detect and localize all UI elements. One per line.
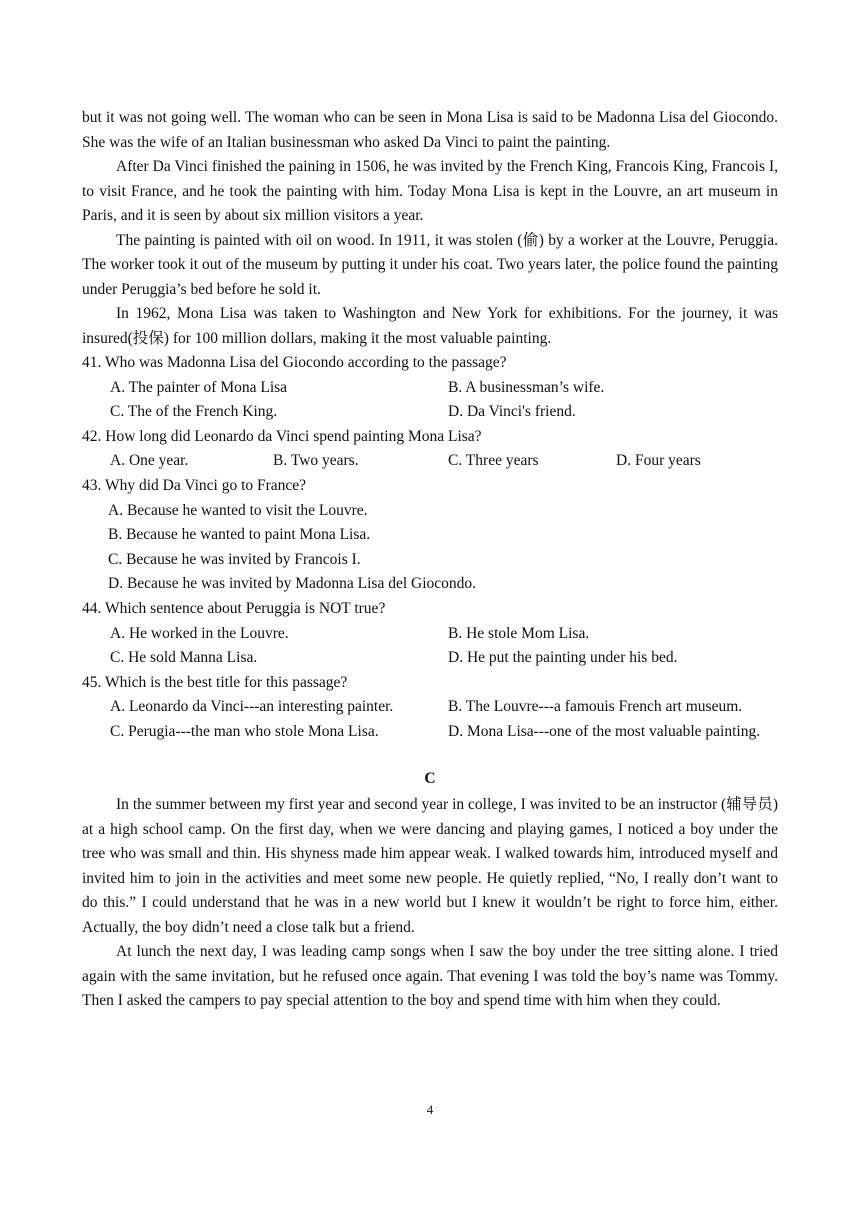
- passage-paragraph: After Da Vinci finished the paining in 1506, he was invited by the French King, Francois King, Francois I, to visit France, and he took the painting with him. Today Mona Lisa is kept in the Louvre, an art museum in Paris, and it is seen by about six million visitors a year.: [82, 158, 778, 224]
- passage-c: [82, 793, 778, 1014]
- option-d: D. Four years: [616, 452, 701, 470]
- option-row: [82, 720, 822, 745]
- passage-paragraph: In 1962, Mona Lisa was taken to Washington and New York for exhibitions. For the journey, it was insured(投保) for 100 million dollars, making it the most valuable painting.: [82, 305, 778, 347]
- passage-paragraph: At lunch the next day, I was leading camp songs when I saw the boy under the tree sitting alone. I tried again with the same invitation, but he refused once again. That evening I was told the boy’s name was Tommy. Then I asked the campers to pay special attention to the boy and spend time with him when they could.: [82, 943, 778, 1009]
- option-c: C. He sold Manna Lisa.: [110, 649, 258, 667]
- question-stem: 42. How long did Leonardo da Vinci spend painting Mona Lisa?: [82, 427, 482, 445]
- option-c: C. Because he was invited by Francois I.: [108, 550, 361, 568]
- question-list: [82, 351, 822, 745]
- option-c: C. Three years: [448, 452, 539, 470]
- option-a: A. One year.: [110, 452, 189, 470]
- option-d: D. Because he was invited by Madonna Lisa del Giocondo.: [108, 575, 477, 593]
- passage-paragraph: but it was not going well. The woman who can be seen in Mona Lisa is said to be Madonna Lisa del Giocondo. She was the wife of an Italian businessman who asked Da Vinci to paint the painting.: [82, 109, 778, 151]
- option-a: A. Leonardo da Vinci---an interesting painter.: [110, 698, 394, 716]
- option-d: D. He put the painting under his bed.: [448, 649, 678, 667]
- option-row: [82, 376, 822, 401]
- option-row: [82, 400, 822, 425]
- option-a: A. He worked in the Louvre.: [110, 624, 289, 642]
- page-number: 4: [426, 1102, 434, 1117]
- question-41: [82, 351, 822, 425]
- option-row: [82, 548, 822, 573]
- option-row: [82, 572, 822, 597]
- passage-paragraph: The painting is painted with oil on wood. In 1911, it was stolen (偷) by a worker at the Louvre, Peruggia. The worker took it out of the museum by putting it under his coat. Two years later, the police found the painting under Peruggia’s bed before he sold it.: [82, 231, 778, 298]
- question-45: [82, 671, 822, 745]
- option-b: B. He stole Mom Lisa.: [448, 624, 590, 642]
- question-stem: 43. Why did Da Vinci go to France?: [82, 476, 307, 494]
- question-stem: 45. Which is the best title for this passage?: [82, 673, 348, 691]
- option-d: D. Mona Lisa---one of the most valuable painting.: [448, 722, 761, 740]
- passage-b: [82, 106, 778, 351]
- option-b: B. A businessman’s wife.: [448, 378, 605, 396]
- option-row: [82, 695, 822, 720]
- option-a: A. The painter of Mona Lisa: [110, 378, 288, 396]
- option-row: [82, 646, 822, 671]
- question-44: [82, 597, 822, 671]
- passage-paragraph: In the summer between my first year and second year in college, I was invited to be an instructor (辅导员) at a high school camp. On the first day, when we were dancing and playing games, I noticed a boy under the tree who was small and thin. His shyness made him appear weak. I walked towards him, introduced myself and invited him to join in the activities and meet some new people. He quietly replied, “No, I really don’t want to do this.” I could understand that he was in a new world but I knew it wouldn’t be right to force him, either. Actually, the boy didn’t need a close talk but a friend.: [82, 796, 778, 936]
- option-b: B. Because he wanted to paint Mona Lisa.: [108, 526, 371, 544]
- option-d: D. Da Vinci's friend.: [448, 403, 576, 421]
- option-c: C. The of the French King.: [110, 403, 278, 421]
- option-row: [82, 449, 822, 474]
- option-row: [82, 523, 822, 548]
- question-stem: 44. Which sentence about Peruggia is NOT true?: [82, 599, 386, 617]
- option-b: B. The Louvre---a famouis French art museum.: [448, 698, 743, 716]
- option-row: [82, 622, 822, 647]
- option-b: B. Two years.: [273, 452, 359, 470]
- question-43: [82, 474, 822, 597]
- option-row: [82, 499, 822, 524]
- question-stem: 41. Who was Madonna Lisa del Giocondo according to the passage?: [82, 354, 507, 371]
- option-a: A. Because he wanted to visit the Louvre.: [108, 501, 368, 519]
- option-c: C. Perugia---the man who stole Mona Lisa.: [110, 722, 379, 740]
- question-42: [82, 425, 822, 474]
- section-heading: C: [424, 770, 436, 787]
